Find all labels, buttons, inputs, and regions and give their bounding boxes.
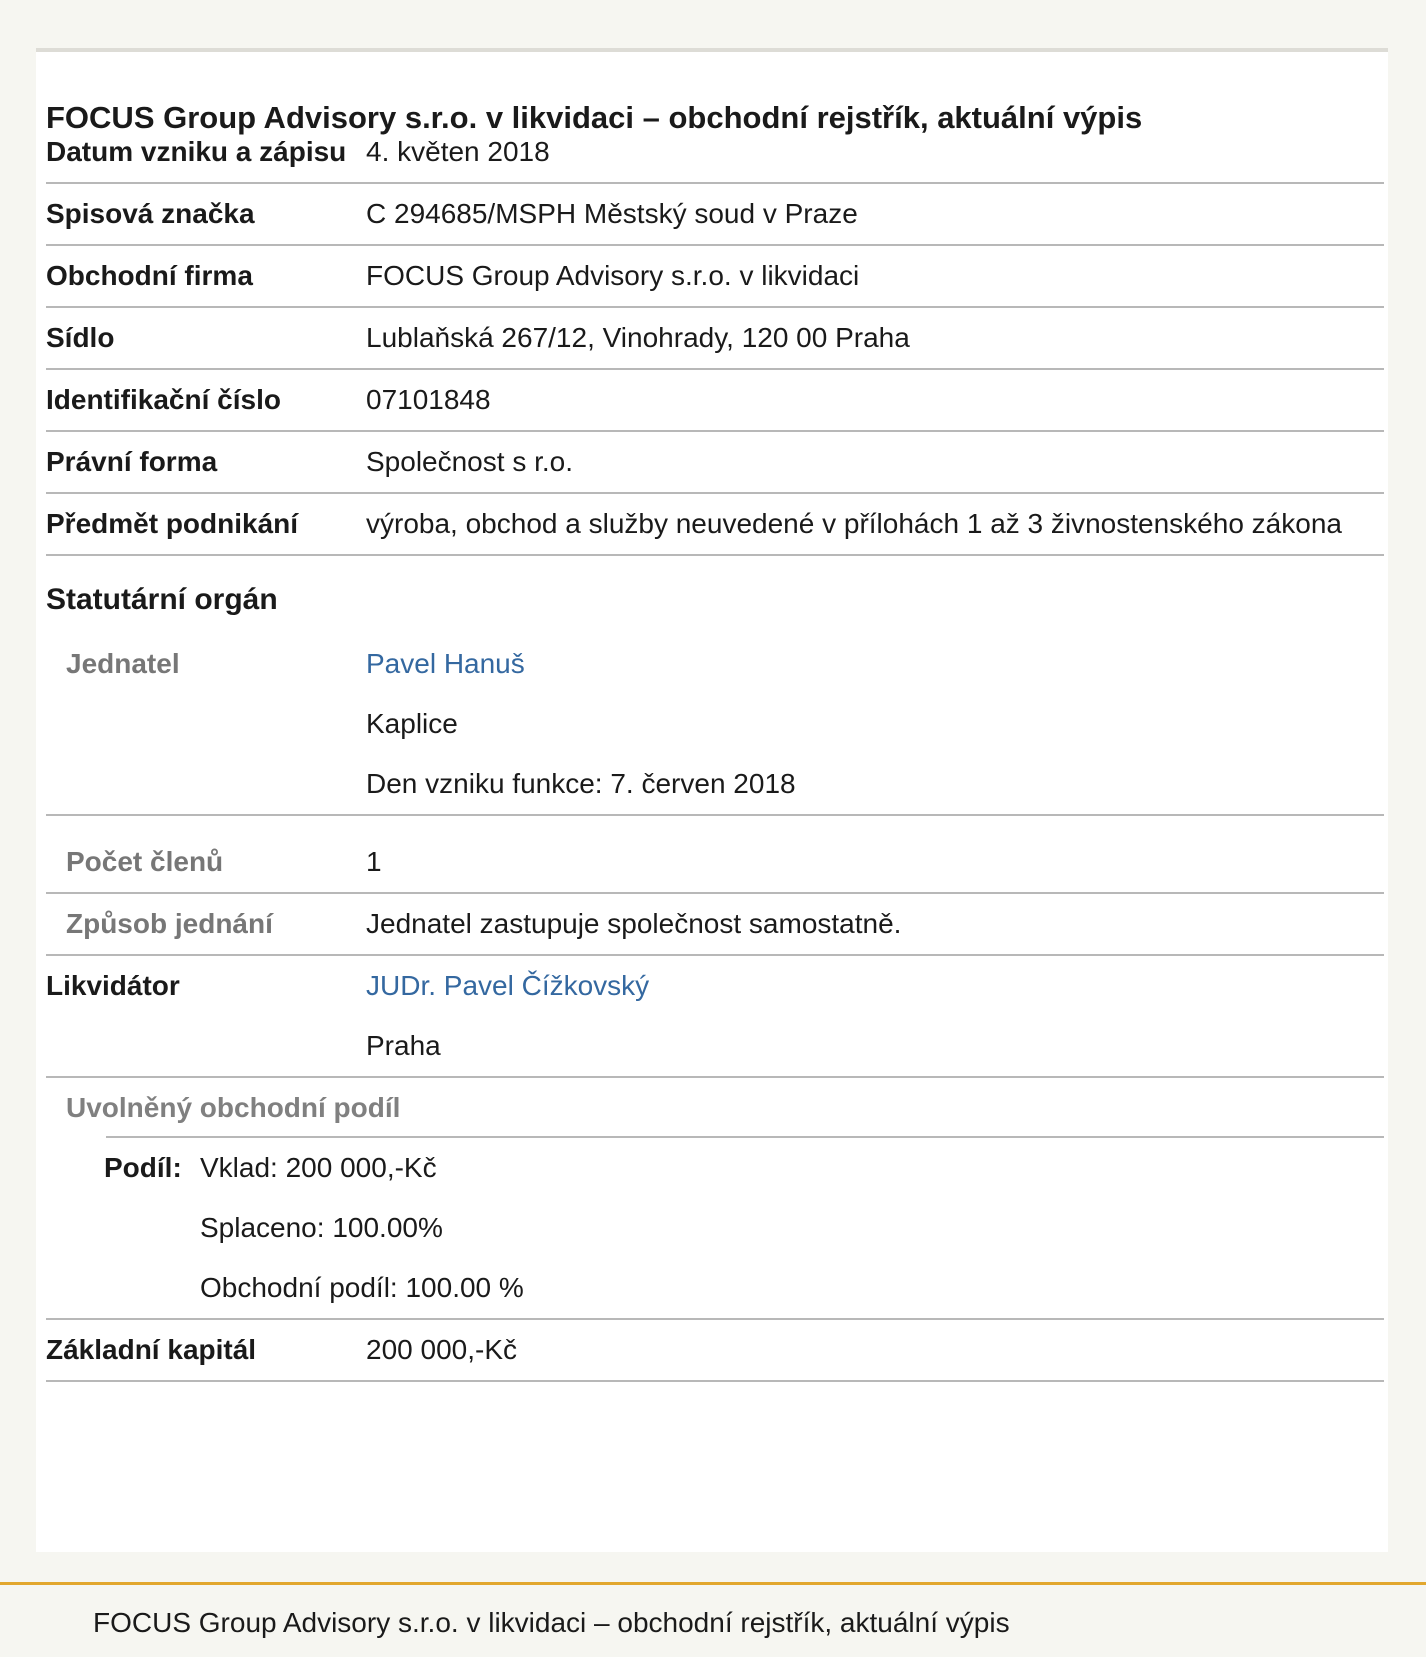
row-label: Identifikační číslo [46, 384, 281, 415]
row-seat [46, 308, 1384, 370]
liquidator-name-link[interactable]: JUDr. Pavel Čížkovský [366, 970, 650, 1001]
member-count-label: Počet členů [66, 846, 224, 877]
share-deposit: Vklad: 200 000,-Kč [200, 1152, 437, 1183]
share-details [196, 1138, 1384, 1318]
liquidator-label: Likvidátor [46, 970, 180, 1001]
row-founding-date [46, 122, 1384, 184]
row-value: Lublaňská 267/12, Vinohrady, 120 00 Praha [366, 322, 910, 353]
row-id-number [46, 370, 1384, 432]
row-value: 4. květen 2018 [366, 136, 550, 167]
row-label: Spisová značka [46, 198, 255, 229]
member-count-value: 1 [366, 846, 382, 877]
registry-content [46, 52, 1384, 1382]
row-member-count [46, 816, 1384, 894]
row-share-capital [46, 1320, 1384, 1382]
row-business-name [46, 246, 1384, 308]
row-acting-method [46, 894, 1384, 956]
released-share-row [46, 1138, 1384, 1320]
liquidator-city: Praha [366, 1030, 441, 1061]
registry-card [36, 48, 1388, 1552]
director-label: Jednatel [66, 648, 180, 679]
liquidator-details [366, 956, 1384, 1076]
row-value: výroba, obchod a služby neuvedené v přílohách 1 až 3 živnostenského zákona [366, 508, 1342, 539]
row-value: Společnost s r.o. [366, 446, 574, 477]
director-city: Kaplice [366, 708, 458, 739]
released-share-heading: Uvolněný obchodní podíl [66, 1092, 401, 1123]
share-capital-label: Základní kapitál [46, 1334, 257, 1365]
released-share-section [46, 1078, 1384, 1320]
row-label: Sídlo [46, 322, 115, 353]
row-value: 07101848 [366, 384, 491, 415]
acting-method-value: Jednatel zastupuje společnost samostatně. [366, 908, 902, 939]
row-file-number [46, 184, 1384, 246]
director-details [366, 634, 1384, 814]
row-label: Právní forma [46, 446, 218, 477]
row-liquidator [46, 956, 1384, 1078]
page-title: FOCUS Group Advisory s.r.o. v likvidaci – obchodní rejstřík, aktuální výpis [46, 100, 1143, 135]
share-ownership: Obchodní podíl: 100.00 % [200, 1272, 524, 1303]
acting-method-label: Způsob jednání [66, 908, 273, 939]
row-legal-form [46, 432, 1384, 494]
statutory-heading: Statutární orgán [46, 583, 278, 616]
row-label: Obchodní firma [46, 260, 253, 291]
row-director [46, 634, 1384, 816]
director-name-link[interactable]: Pavel Hanuš [366, 648, 525, 679]
row-label: Datum vzniku a zápisu [46, 136, 347, 167]
row-value: C 294685/MSPH Městský soud v Praze [366, 198, 858, 229]
row-label: Předmět podnikání [46, 508, 299, 539]
share-label: Podíl: [104, 1152, 182, 1183]
row-value: FOCUS Group Advisory s.r.o. v likvidaci [366, 260, 860, 291]
page-footer [0, 1582, 1426, 1657]
director-since: Den vzniku funkce: 7. červen 2018 [366, 768, 796, 799]
footer-title: FOCUS Group Advisory s.r.o. v likvidaci – obchodní rejstřík, aktuální výpis [93, 1607, 1010, 1638]
share-capital-value: 200 000,-Kč [366, 1334, 517, 1365]
share-paid: Splaceno: 100.00% [200, 1212, 443, 1243]
row-business-activity [46, 494, 1384, 556]
